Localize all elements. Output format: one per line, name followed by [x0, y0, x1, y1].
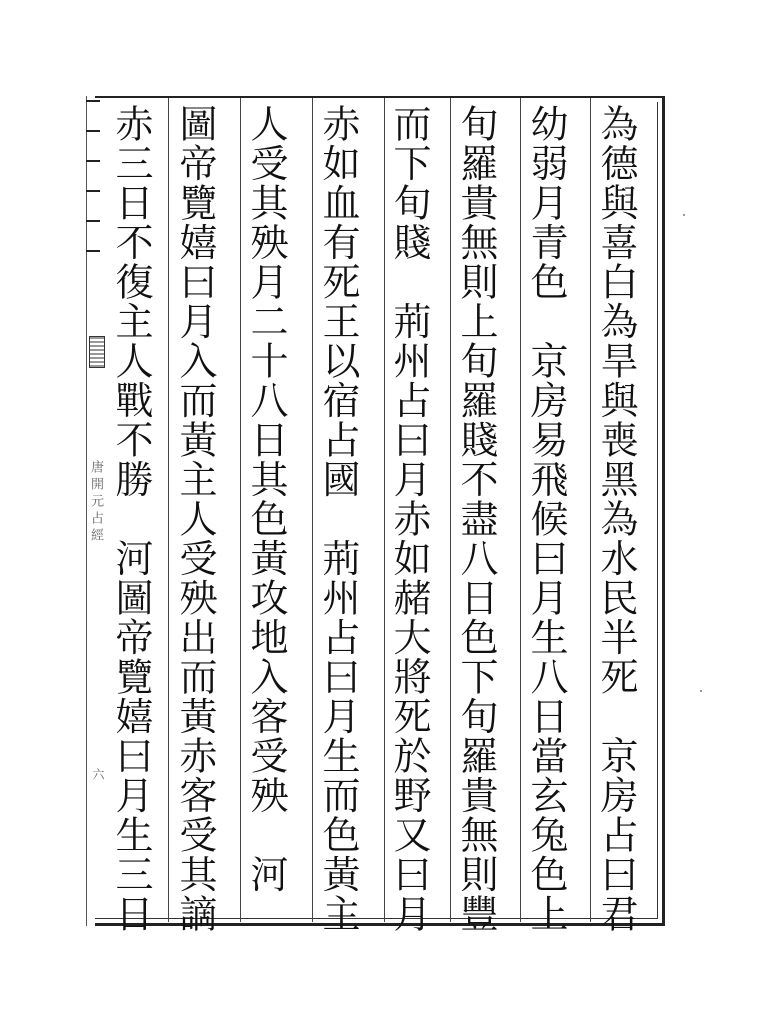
scan-speck: [700, 690, 702, 692]
column-rule: [168, 98, 169, 922]
scan-speck: [683, 214, 685, 216]
text-column-6: 人受其殃月二十八日其色黃攻地入客受殃 河: [244, 104, 288, 894]
column-rule: [312, 98, 313, 922]
text-column-8: 赤三日不復主人戰不勝 河圖帝覽嬉曰月生三日: [109, 104, 153, 934]
text-column-2: 幼弱月青色 京房易飛候曰月生八日當玄兔色上: [524, 104, 568, 934]
text-column-5: 赤如血有死王以宿占國 荊州占曰月生而色黃主: [316, 104, 360, 934]
margin-book-title: 唐開元占經: [88, 460, 103, 545]
text-column-1: 為德與喜白為旱與喪黑為水民半死 京房占曰君: [594, 104, 638, 934]
column-rule: [240, 98, 241, 922]
text-column-7: 圖帝覽嬉曰月入而黃主人受殃出而黃赤客受其謫: [173, 104, 217, 934]
text-column-4: 而下旬賤 荊州占曰月赤如赭大將死於野又曰月: [387, 104, 431, 934]
margin-page-number: 六: [91, 768, 105, 780]
column-rule: [384, 98, 385, 922]
column-rule: [450, 98, 451, 922]
text-column-3: 旬羅貴無則上旬羅賤不盡八日色下旬羅貴無則豐: [454, 104, 498, 934]
column-rule: [520, 98, 521, 922]
column-rule: [590, 98, 591, 922]
